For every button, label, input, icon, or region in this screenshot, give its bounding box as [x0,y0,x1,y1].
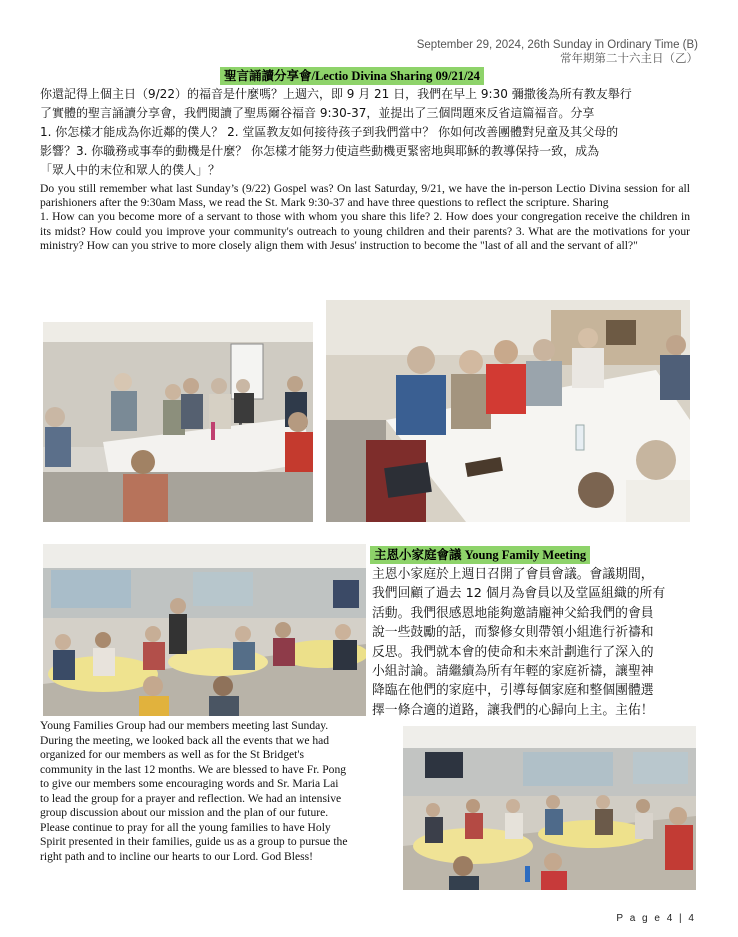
lectio-en-paragraph-2: 1. How can you become more of a servant to those with whom you share this life? 2. How does your congregation receive the children in its midst? How could you improve your community's outreach to young children and their parents? 3. What are the motivations for your ministry? How can you strive to more closely align them with Jesus' instruction to become the "last of all and the servant of all?" [40,210,690,252]
header-date: September 29, 2024, 26th Sunday in Ordinary Time (B) [416,39,698,51]
lectio-photo-room [43,322,313,522]
lectio-photo-table [326,300,690,522]
lectio-chinese-text [40,85,700,180]
young-family-en-line: group discussion about our mission and the plan of our future. [40,806,329,819]
lectio-zh-line: 影響？3. 你職務或事奉的動機是什麼？ 你怎樣才能努力使這些動機更緊密地與耶穌的教導保持一致，成為 [40,144,600,158]
young-family-english-text [40,719,395,864]
young-family-chinese-text [372,565,697,720]
young-family-zh-line: 降臨在他們的家庭中，引導每個家庭和整個團體選 [372,683,654,699]
young-family-zh-line: 主恩小家庭於上週日召開了會員會議。會議期間， [372,567,654,582]
young-family-en-line: Please continue to pray for all the young families to have Holy [40,820,331,834]
young-family-title: 主恩小家庭會議 Young Family Meeting [370,546,590,564]
lectio-english-text [40,182,690,253]
young-family-en-line: organized for our members as well as for the St Bridget's [40,748,304,761]
young-family-en-line: community in the last 12 months. We are blessed to have Fr. Pong [40,762,347,776]
young-family-zh-line: 小組討論。請繼續為所有年輕的家庭祈禱，讓聖神 [372,664,654,680]
young-family-en-line: Young Families Group had our members meeting last Sunday. [40,719,329,732]
lectio-en-paragraph-1: Do you still remember what last Sunday’s (9/22) Gospel was? On last Saturday, 9/21, we have the in-person Lectio Divina session for all parishioners after the 9:30am Mass, we read the St. Mark 9:30-37 and have three questions to reflect the scripture. Sharing [40,182,690,210]
lectio-zh-line: 了實體的聖言誦讀分享會，我們閱讀了聖馬爾谷福音 9:30-37，並提出了三個問題來反省這篇福音。分享 [40,106,595,120]
young-family-en-line: Spirit presented in their families, guide us as a group to pursue the [40,835,348,848]
young-family-zh-line: 我們回顧了過去 12 個月為會員以及堂區組織的所有 [372,586,666,602]
young-family-zh-line: 說一些鼓勵的話，而黎修女則帶領小組進行祈禱和 [372,625,654,641]
young-family-photo-group [403,726,696,890]
young-family-en-line: to give our members some encouraging words and Sr. Maria Lai [40,777,339,790]
lectio-zh-line: 「眾人中的末位和眾人的僕人」？ [40,163,221,177]
young-family-zh-line: 擇一條合適的道路，讓我們的心歸向上主。主佑！ [372,702,654,718]
young-family-zh-line: 反思。我們就本會的使命和未來計劃進行了深入的 [372,644,654,660]
lectio-zh-line: 你還記得上個主日（9/22）的福音是什麼嗎？上週六，即 9 月 21 日，我們在早上 9:30 彌撒後為所有教友舉行 [40,87,632,101]
young-family-en-line: During the meeting, we looked back all the events that we had [40,733,330,747]
young-family-photo-hall [43,544,366,716]
young-family-zh-line: 活動。我們很感恩地能夠邀請龐神父給我們的會員 [372,605,654,621]
header-date-chinese: 常年期第二十六主日（乙） [560,53,698,65]
lectio-zh-line: 1. 你怎樣才能成為你近鄰的僕人？ 2. 堂區教友如何接待孩子到我們當中？ 你如何改善團體對兒童及其父母的 [40,125,619,139]
young-family-en-line: right path and to incline our hearts to our Lord. God Bless! [40,849,314,863]
bulletin-header [417,38,698,66]
page-number: P a g e 4 | 4 [616,913,696,924]
young-family-en-line: to lead the group for a prayer and reflection. We had an intensive [40,791,342,805]
lectio-title: 聖言誦讀分享會/Lectio Divina Sharing 09/21/24 [220,67,484,85]
